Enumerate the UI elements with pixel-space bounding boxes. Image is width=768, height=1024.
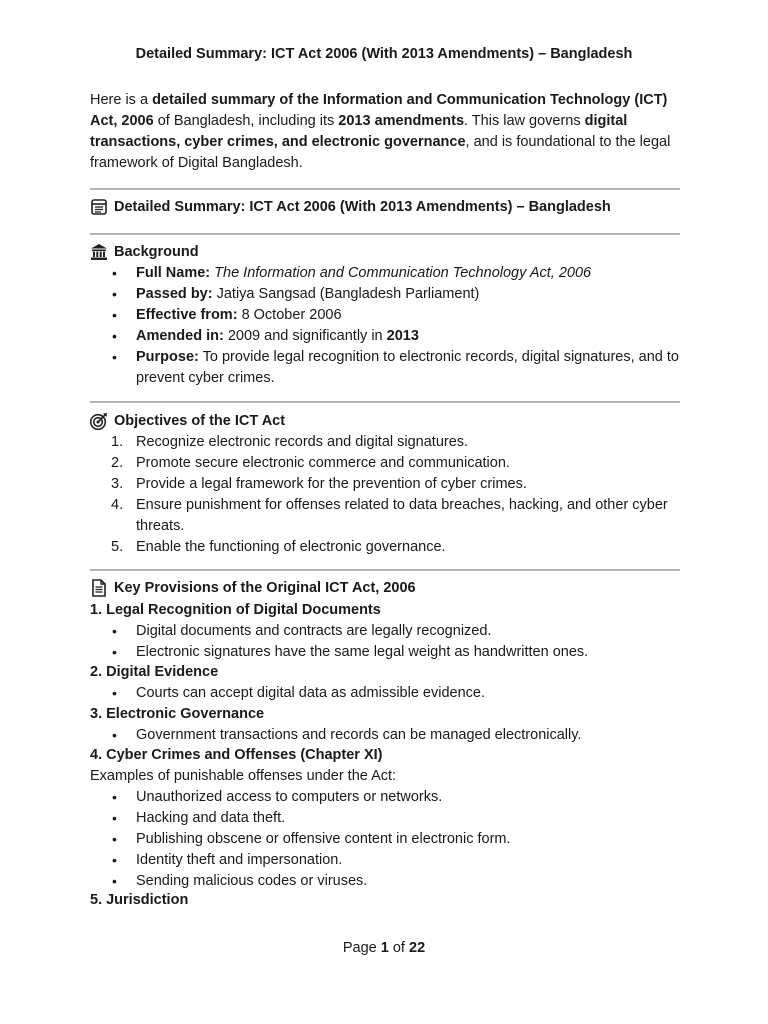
objectives-heading (90, 411, 285, 431)
intro-bold-2: 2013 amendments (338, 113, 465, 129)
divider (90, 233, 680, 235)
item-number: 5. (111, 539, 124, 555)
section-bullets (90, 621, 680, 663)
section-title: 3. Electronic Governance (90, 706, 265, 722)
item-text: Ensure punishment for offenses related to data breaches, hacking, and other cyber threats. (136, 497, 668, 534)
intro-paragraph (90, 90, 680, 174)
section-bullets (90, 725, 680, 746)
list-item (90, 305, 680, 326)
list-item (90, 284, 680, 305)
section-intro: Examples of punishable offenses under the Act: (90, 768, 397, 784)
item-value: 8 October 2006 (241, 307, 342, 323)
section-title: 1. Legal Recognition of Digital Documents (90, 602, 381, 618)
item-number: 1. (111, 434, 124, 450)
background-heading (90, 242, 199, 262)
item-value-bold: 2013 (386, 328, 419, 344)
list-item: • Identity theft and impersonation. (90, 850, 680, 871)
item-label: Full Name: (136, 265, 211, 281)
background-heading-text: Background (114, 244, 199, 260)
item-text: Promote secure electronic commerce and communication. (136, 455, 510, 471)
classical-building-icon (90, 243, 108, 261)
list-item: • Hacking and data theft. (90, 808, 680, 829)
summary-heading (90, 197, 611, 217)
list-item (90, 432, 680, 453)
list-item: • Government transactions and records can be managed electronically. (90, 725, 680, 746)
list-item: • Digital documents and contracts are legally recognized. (90, 621, 680, 642)
page-footer (0, 940, 768, 956)
list-item (90, 537, 680, 558)
list-item (90, 453, 680, 474)
direct-hit-target-icon (90, 412, 108, 430)
section-title: 5. Jurisdiction (90, 892, 189, 908)
list-item (90, 474, 680, 495)
divider (90, 188, 680, 190)
item-value: Jatiya Sangsad (Bangladesh Parliament) (216, 286, 480, 302)
background-list (90, 263, 680, 389)
item-label: Passed by: (136, 286, 213, 302)
intro-text-1: Here is a (90, 92, 153, 108)
intro-text-4: , and is foundational to the legal framework of Digital Bangladesh. (90, 134, 671, 171)
list-item (90, 495, 680, 537)
intro-text-2: of Bangladesh, including its (153, 113, 339, 129)
intro-bold-3: digital transactions, cyber crimes, and electronic governance (90, 113, 628, 150)
summary-heading-text: Detailed Summary: ICT Act 2006 (With 2013 Amendments) – Bangladesh (114, 199, 611, 215)
intro-text-3: . This law governs (464, 113, 585, 129)
item-number: 4. (111, 497, 124, 513)
list-item: • Sending malicious codes or viruses. (90, 871, 680, 892)
objectives-heading-text: Objectives of the ICT Act (114, 413, 286, 429)
item-label: Purpose: (136, 349, 199, 365)
section-bullets (90, 683, 680, 704)
document-title: Detailed Summary: ICT Act 2006 (With 2013 Amendments) – Bangladesh (135, 46, 633, 62)
section-title: 2. Digital Evidence (90, 664, 219, 680)
item-value: The Information and Communication Technology Act, 2006 (214, 265, 592, 281)
item-value: 2009 and significantly in (227, 328, 387, 344)
list-item: • Unauthorized access to computers or networks. (90, 787, 680, 808)
list-item (90, 347, 680, 389)
section-title: 4. Cyber Crimes and Offenses (Chapter XI) (90, 747, 383, 763)
item-text: Enable the functioning of electronic governance. (136, 539, 446, 555)
item-text: Recognize electronic records and digital signatures. (136, 434, 469, 450)
item-number: 2. (111, 455, 124, 471)
provisions-heading-text: Key Provisions of the Original ICT Act, 2006 (114, 580, 416, 596)
divider (90, 569, 680, 571)
list-item (90, 263, 680, 284)
page-current: 1 (380, 940, 389, 956)
page-total: 22 (409, 940, 426, 956)
item-label: Effective from: (136, 307, 238, 323)
list-item: • Electronic signatures have the same legal weight as handwritten ones. (90, 642, 680, 663)
list-item (90, 326, 680, 347)
intro-bold-1: detailed summary of the Information and Communication Technology (ICT) Act, 2006 (90, 92, 668, 129)
objectives-list (90, 432, 680, 558)
list-item: • Publishing obscene or offensive content in electronic form. (90, 829, 680, 850)
provisions-heading (90, 578, 416, 598)
page-of-label: of (388, 940, 409, 956)
section-bullets (90, 787, 680, 892)
item-label: Amended in: (136, 328, 224, 344)
memo-icon (90, 198, 108, 216)
item-value: To provide legal recognition to electronic records, digital signatures, and to prevent cyber crimes. (136, 349, 679, 386)
divider (90, 401, 680, 403)
item-number: 3. (111, 476, 124, 492)
item-text: Provide a legal framework for the prevention of cyber crimes. (136, 476, 527, 492)
list-item: • Courts can accept digital data as admissible evidence. (90, 683, 680, 704)
page-facing-up-icon (90, 579, 108, 597)
page-label: Page (342, 940, 381, 956)
